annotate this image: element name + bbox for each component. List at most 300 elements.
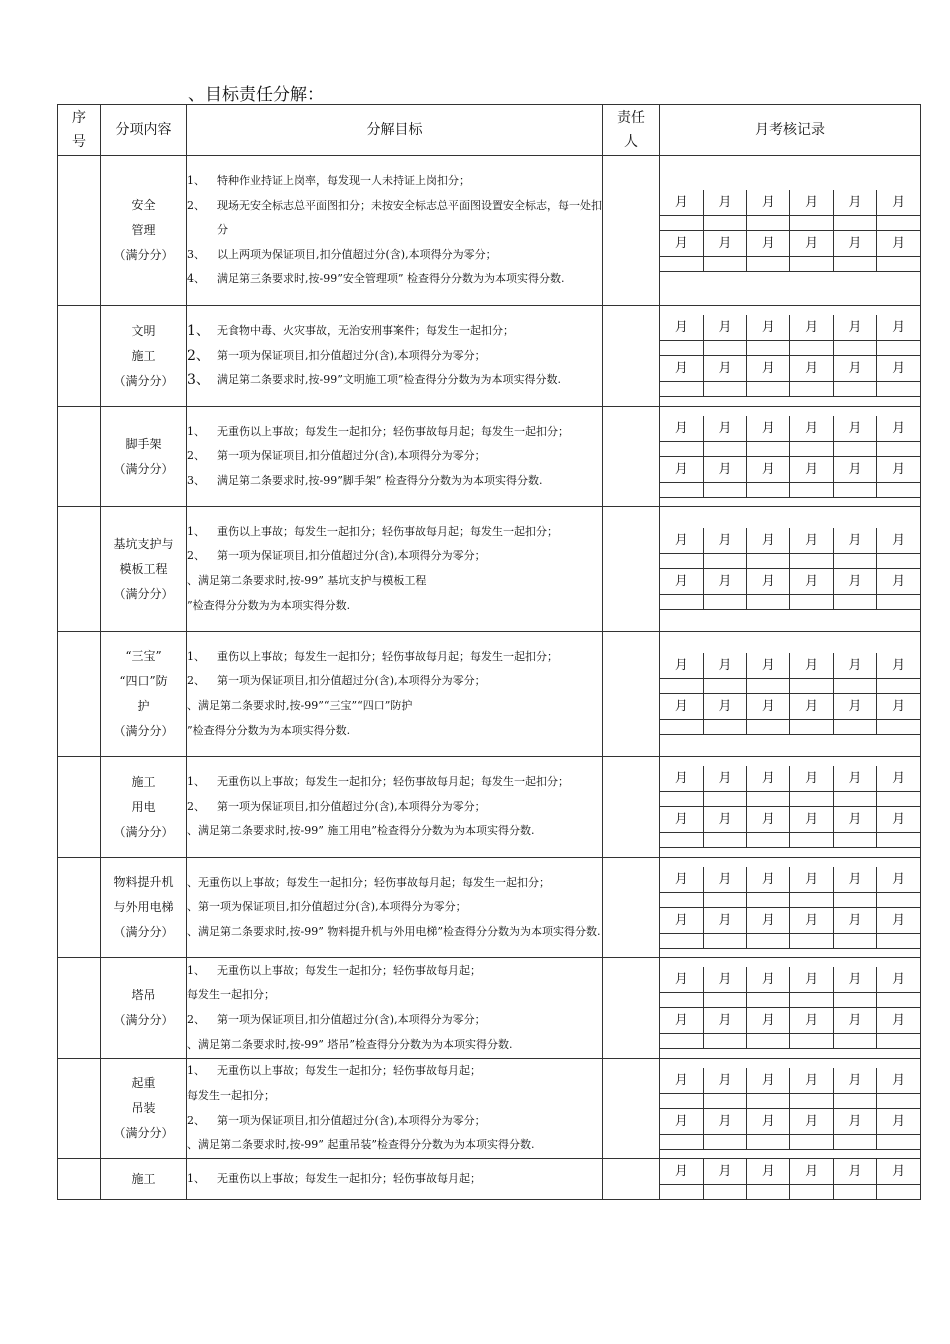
month-label: 月 <box>703 967 746 993</box>
month-label: 月 <box>747 766 790 792</box>
goal-text: 、满足第二条要求时,按-99” 塔吊”检查得分分数为为本项实得分数. <box>187 1037 513 1051</box>
responsible-person-cell[interactable] <box>603 407 660 507</box>
goal-text: 、满足第二条要求时,按-99” 施工用电”检查得分分数为为本项实得分数. <box>187 824 535 838</box>
month-score-cell[interactable] <box>790 256 833 271</box>
goal-number: 1、 <box>187 649 205 663</box>
goal-item <box>187 645 602 670</box>
month-score-cell[interactable] <box>747 933 790 948</box>
month-score-cell[interactable] <box>790 993 833 1008</box>
responsible-person-cell[interactable] <box>603 1059 660 1159</box>
goal-number: 1、 <box>187 424 205 438</box>
goal-item <box>187 594 602 619</box>
table-header-row <box>58 105 921 156</box>
month-score-cell[interactable] <box>660 1134 703 1149</box>
month-score-cell[interactable] <box>747 1034 790 1049</box>
month-label: 月 <box>660 190 703 216</box>
month-score-cell[interactable] <box>660 1185 703 1200</box>
monthly-record-grid <box>660 1068 920 1150</box>
month-score-cell[interactable] <box>877 256 920 271</box>
month-label: 月 <box>747 967 790 993</box>
seq-cell <box>58 858 101 958</box>
goal-item <box>187 444 602 469</box>
month-score-cell[interactable] <box>747 1134 790 1149</box>
month-label: 月 <box>877 1159 920 1185</box>
goal-text: 无重伤以上事故；每发生一起扣分；轻伤事故每月起； <box>217 1171 481 1185</box>
month-label-row <box>660 190 920 216</box>
month-score-cell[interactable] <box>703 256 746 271</box>
month-score-cell[interactable] <box>790 720 833 735</box>
month-label: 月 <box>747 807 790 833</box>
month-score-cell[interactable] <box>747 1185 790 1200</box>
month-score-cell[interactable] <box>747 595 790 610</box>
goal-item <box>187 243 602 268</box>
month-label: 月 <box>877 456 920 482</box>
seq-cell <box>58 507 101 632</box>
month-score-cell[interactable] <box>747 679 790 694</box>
month-label: 月 <box>660 1159 703 1185</box>
goal-text: 每发生一起扣分； <box>187 1088 275 1102</box>
header-category: 分项内容 <box>101 105 187 156</box>
responsible-person-cell[interactable] <box>603 1159 660 1200</box>
month-label-row <box>660 230 920 256</box>
goal-item <box>187 719 602 744</box>
table-row <box>58 507 921 632</box>
table-row <box>58 156 921 306</box>
month-score-cell[interactable] <box>660 482 703 497</box>
goal-number: 1、 <box>187 1171 205 1185</box>
month-label: 月 <box>703 230 746 256</box>
month-label: 月 <box>877 867 920 893</box>
goal-text: 无重伤以上事故；每发生一起扣分；轻伤事故每月起； <box>217 1064 481 1078</box>
month-label-row <box>660 528 920 554</box>
month-label: 月 <box>790 569 833 595</box>
month-label: 月 <box>833 315 876 341</box>
month-score-cell[interactable] <box>877 341 920 356</box>
month-label: 月 <box>790 1108 833 1134</box>
category-cell: 施工 <box>101 1159 187 1200</box>
goal-item <box>187 983 602 1008</box>
month-score-cell[interactable] <box>747 833 790 848</box>
monthly-record-grid <box>660 653 920 735</box>
month-score-cell[interactable] <box>660 595 703 610</box>
month-score-cell[interactable] <box>833 482 876 497</box>
month-label: 月 <box>703 1008 746 1034</box>
month-score-cell[interactable] <box>790 792 833 807</box>
goal-number: 4、 <box>187 272 205 286</box>
goal-text: 、满足第二条要求时,按-99” 基坑支护与模板工程 <box>187 574 427 587</box>
goal-text: 满足第二条要求时,按-99”文明施工项”检查得分分数为为本项实得分数. <box>217 373 561 387</box>
month-score-cell[interactable] <box>833 933 876 948</box>
month-score-cell[interactable] <box>790 595 833 610</box>
month-score-cell[interactable] <box>747 892 790 907</box>
month-score-row <box>660 1185 920 1200</box>
goal-number: 1、 <box>187 1064 205 1078</box>
month-label: 月 <box>747 694 790 720</box>
seq-cell <box>58 632 101 757</box>
month-score-cell[interactable] <box>790 554 833 569</box>
month-label: 月 <box>660 907 703 933</box>
month-score-cell[interactable] <box>660 1034 703 1049</box>
month-label: 月 <box>703 569 746 595</box>
month-score-cell[interactable] <box>877 595 920 610</box>
month-score-cell[interactable] <box>703 215 746 230</box>
month-label-row <box>660 1108 920 1134</box>
goal-text: 每发生一起扣分； <box>187 988 275 1002</box>
goal-item <box>187 544 602 569</box>
month-score-cell[interactable] <box>833 554 876 569</box>
month-score-cell[interactable] <box>877 1185 920 1200</box>
responsible-person-cell[interactable] <box>603 858 660 958</box>
month-label: 月 <box>790 315 833 341</box>
month-score-cell[interactable] <box>660 215 703 230</box>
month-score-cell[interactable] <box>747 720 790 735</box>
month-label: 月 <box>877 416 920 442</box>
month-score-cell[interactable] <box>790 441 833 456</box>
month-score-cell[interactable] <box>747 993 790 1008</box>
month-score-cell[interactable] <box>833 595 876 610</box>
month-score-cell[interactable] <box>790 933 833 948</box>
goals-cell <box>187 958 603 1059</box>
month-score-cell[interactable] <box>660 554 703 569</box>
monthly-record-cell <box>660 306 921 407</box>
month-label: 月 <box>660 694 703 720</box>
month-label: 月 <box>703 807 746 833</box>
month-label: 月 <box>790 1068 833 1094</box>
month-label: 月 <box>790 867 833 893</box>
goal-item <box>187 1084 602 1109</box>
month-score-cell[interactable] <box>833 1185 876 1200</box>
month-score-cell[interactable] <box>790 1185 833 1200</box>
monthly-record-grid <box>660 315 920 397</box>
month-score-cell[interactable] <box>747 382 790 397</box>
month-score-cell[interactable] <box>877 554 920 569</box>
month-score-cell[interactable] <box>747 482 790 497</box>
responsible-person-cell[interactable] <box>603 757 660 858</box>
month-score-cell[interactable] <box>877 382 920 397</box>
goals-cell <box>187 1059 603 1159</box>
month-score-cell[interactable] <box>877 892 920 907</box>
month-label: 月 <box>747 528 790 554</box>
monthly-record-cell <box>660 958 921 1059</box>
responsible-person-cell[interactable] <box>603 507 660 632</box>
month-label: 月 <box>877 766 920 792</box>
month-label: 月 <box>703 867 746 893</box>
month-score-cell[interactable] <box>747 1093 790 1108</box>
month-score-cell[interactable] <box>703 720 746 735</box>
table-row <box>58 407 921 507</box>
goal-text: 无重伤以上事故；每发生一起扣分；轻伤事故每月起；每发生一起扣分； <box>217 424 569 438</box>
table-row <box>58 632 921 757</box>
month-label: 月 <box>833 416 876 442</box>
month-label-row <box>660 356 920 382</box>
table-row <box>58 757 921 858</box>
month-label: 月 <box>877 315 920 341</box>
goal-number: 2、 <box>187 549 205 563</box>
month-label: 月 <box>747 907 790 933</box>
goal-text: 第一项为保证项目,扣分值超过分(含),本项得分为零分； <box>217 674 486 688</box>
goal-number: 2、 <box>187 1113 205 1127</box>
month-score-cell[interactable] <box>877 679 920 694</box>
month-score-cell[interactable] <box>877 1093 920 1108</box>
month-label: 月 <box>833 653 876 679</box>
month-label-row <box>660 694 920 720</box>
month-label: 月 <box>877 230 920 256</box>
header-record: 月考核记录 <box>660 105 921 156</box>
month-score-cell[interactable] <box>703 993 746 1008</box>
month-label-row <box>660 653 920 679</box>
month-score-cell[interactable] <box>790 679 833 694</box>
month-score-cell[interactable] <box>747 554 790 569</box>
month-label: 月 <box>790 1008 833 1034</box>
goal-item <box>187 520 602 545</box>
table-row <box>58 858 921 958</box>
seq-cell <box>58 958 101 1059</box>
goal-number: 2、 <box>187 198 205 212</box>
month-score-cell[interactable] <box>877 1134 920 1149</box>
goal-text: 第一项为保证项目,扣分值超过分(含),本项得分为零分； <box>217 549 486 563</box>
goal-item <box>187 770 602 795</box>
month-score-row <box>660 833 920 848</box>
month-score-cell[interactable] <box>660 933 703 948</box>
month-label: 月 <box>877 907 920 933</box>
goal-text: 、满足第二条要求时,按-99” 起重吊装”检查得分分数为为本项实得分数. <box>187 1138 535 1152</box>
seq-cell <box>58 1059 101 1159</box>
category-cell: 基坑支护与 模板工程 （满分分） <box>101 507 187 632</box>
month-label: 月 <box>833 766 876 792</box>
month-score-cell[interactable] <box>703 482 746 497</box>
month-score-cell[interactable] <box>703 382 746 397</box>
month-score-cell[interactable] <box>660 382 703 397</box>
month-label: 月 <box>703 1159 746 1185</box>
month-score-cell[interactable] <box>703 595 746 610</box>
table-row <box>58 1059 921 1159</box>
month-label: 月 <box>790 528 833 554</box>
month-label: 月 <box>833 356 876 382</box>
month-label: 月 <box>790 907 833 933</box>
month-score-cell[interactable] <box>790 215 833 230</box>
month-label: 月 <box>833 1068 876 1094</box>
month-label: 月 <box>833 569 876 595</box>
monthly-record-cell <box>660 632 921 757</box>
month-score-cell[interactable] <box>790 482 833 497</box>
month-score-cell[interactable] <box>660 256 703 271</box>
seq-cell <box>58 306 101 407</box>
month-score-cell[interactable] <box>703 833 746 848</box>
month-label: 月 <box>660 230 703 256</box>
goal-item <box>187 344 602 369</box>
month-label: 月 <box>660 569 703 595</box>
document-title: 、目标责任分解： <box>188 85 324 105</box>
month-label: 月 <box>660 867 703 893</box>
month-score-cell[interactable] <box>833 792 876 807</box>
goal-text: ”检查得分分数为为本项实得分数. <box>187 598 351 612</box>
monthly-record-grid <box>660 190 920 272</box>
month-score-cell[interactable] <box>833 720 876 735</box>
responsible-person-cell[interactable] <box>603 156 660 306</box>
monthly-record-cell <box>660 1059 921 1159</box>
month-score-cell[interactable] <box>703 1034 746 1049</box>
goal-number: 3、 <box>187 473 205 487</box>
month-score-cell[interactable] <box>833 679 876 694</box>
month-label: 月 <box>833 907 876 933</box>
month-score-cell[interactable] <box>833 1093 876 1108</box>
goal-number: 2、 <box>187 449 205 463</box>
goal-number: 2、 <box>187 347 210 364</box>
month-score-cell[interactable] <box>833 215 876 230</box>
goal-number: 1、 <box>187 174 205 188</box>
month-score-cell[interactable] <box>877 1034 920 1049</box>
goal-item <box>187 795 602 820</box>
month-score-cell[interactable] <box>833 256 876 271</box>
month-score-cell[interactable] <box>833 833 876 848</box>
month-score-cell[interactable] <box>790 341 833 356</box>
month-score-row <box>660 554 920 569</box>
month-score-cell[interactable] <box>747 215 790 230</box>
month-score-cell[interactable] <box>747 341 790 356</box>
month-label: 月 <box>747 1159 790 1185</box>
month-score-cell[interactable] <box>833 1134 876 1149</box>
month-score-cell[interactable] <box>703 792 746 807</box>
month-score-cell[interactable] <box>833 993 876 1008</box>
month-label: 月 <box>877 528 920 554</box>
month-label: 月 <box>703 653 746 679</box>
month-score-cell[interactable] <box>833 892 876 907</box>
month-score-cell[interactable] <box>877 792 920 807</box>
month-score-cell[interactable] <box>790 833 833 848</box>
goal-item <box>187 1008 602 1033</box>
month-label: 月 <box>703 528 746 554</box>
month-score-cell[interactable] <box>877 993 920 1008</box>
month-score-cell[interactable] <box>877 482 920 497</box>
month-label: 月 <box>747 356 790 382</box>
month-score-cell[interactable] <box>747 441 790 456</box>
goal-item <box>187 267 602 292</box>
month-score-cell[interactable] <box>833 382 876 397</box>
goal-text: 重伤以上事故；每发生一起扣分；轻伤事故每月起；每发生一起扣分； <box>217 649 558 663</box>
month-label: 月 <box>833 1159 876 1185</box>
responsible-person-cell[interactable] <box>603 306 660 407</box>
month-label-row <box>660 1159 920 1185</box>
month-score-row <box>660 933 920 948</box>
responsible-person-cell[interactable] <box>603 632 660 757</box>
month-label: 月 <box>747 230 790 256</box>
month-score-cell[interactable] <box>660 892 703 907</box>
month-score-cell[interactable] <box>703 679 746 694</box>
month-score-cell[interactable] <box>747 792 790 807</box>
month-score-cell[interactable] <box>660 679 703 694</box>
month-score-cell[interactable] <box>703 1185 746 1200</box>
month-label: 月 <box>790 456 833 482</box>
month-label: 月 <box>747 190 790 216</box>
goal-number: 1、 <box>187 775 205 789</box>
month-score-cell[interactable] <box>877 720 920 735</box>
month-score-cell[interactable] <box>833 441 876 456</box>
month-score-cell[interactable] <box>660 792 703 807</box>
month-score-cell[interactable] <box>703 554 746 569</box>
month-score-row <box>660 441 920 456</box>
goal-text: 、满足第二条要求时,按-99”“三宝”“四口”防护 <box>187 699 413 712</box>
goal-text: 以上两项为保证项目,扣分值超过分(含),本项得分为零分； <box>217 247 497 261</box>
month-score-cell[interactable] <box>660 441 703 456</box>
month-label: 月 <box>660 807 703 833</box>
month-label: 月 <box>703 190 746 216</box>
month-score-cell[interactable] <box>703 933 746 948</box>
goal-item <box>187 959 602 984</box>
month-score-cell[interactable] <box>790 1034 833 1049</box>
goal-text: 无食物中毒、火灾事故，无治安刑事案件；每发生一起扣分； <box>217 324 514 338</box>
month-label: 月 <box>877 1068 920 1094</box>
month-score-cell[interactable] <box>877 833 920 848</box>
month-label: 月 <box>703 766 746 792</box>
month-score-cell[interactable] <box>703 1093 746 1108</box>
goal-number: 3、 <box>187 247 205 261</box>
header-seq: 序 号 <box>58 105 101 156</box>
month-score-cell[interactable] <box>747 256 790 271</box>
month-score-cell[interactable] <box>877 933 920 948</box>
month-score-cell[interactable] <box>660 341 703 356</box>
month-score-cell[interactable] <box>703 1134 746 1149</box>
month-score-row <box>660 1034 920 1049</box>
month-score-row <box>660 1093 920 1108</box>
month-label: 月 <box>660 967 703 993</box>
month-label: 月 <box>790 807 833 833</box>
monthly-record-grid <box>660 766 920 848</box>
goal-item <box>187 871 602 896</box>
month-score-cell[interactable] <box>790 1134 833 1149</box>
monthly-record-grid <box>660 867 920 949</box>
month-label: 月 <box>703 694 746 720</box>
month-label: 月 <box>790 653 833 679</box>
table-row <box>58 1159 921 1200</box>
month-score-cell[interactable] <box>703 341 746 356</box>
goals-cell <box>187 156 603 306</box>
goal-item <box>187 420 602 445</box>
month-score-cell[interactable] <box>790 382 833 397</box>
month-score-row <box>660 1134 920 1149</box>
month-label: 月 <box>660 1108 703 1134</box>
goal-item <box>187 1167 602 1192</box>
month-score-row <box>660 382 920 397</box>
month-score-cell[interactable] <box>833 341 876 356</box>
month-score-cell[interactable] <box>790 1093 833 1108</box>
month-score-cell[interactable] <box>660 993 703 1008</box>
month-score-cell[interactable] <box>877 215 920 230</box>
seq-cell <box>58 156 101 306</box>
month-label-row <box>660 967 920 993</box>
goal-text: 、无重伤以上事故；每发生一起扣分；轻伤事故每月起；每发生一起扣分； <box>187 875 550 889</box>
monthly-record-grid <box>660 1159 920 1199</box>
month-label: 月 <box>833 967 876 993</box>
month-score-row <box>660 720 920 735</box>
month-score-cell[interactable] <box>790 892 833 907</box>
month-score-cell[interactable] <box>833 1034 876 1049</box>
month-score-cell[interactable] <box>660 720 703 735</box>
goal-item <box>187 819 602 844</box>
month-score-cell[interactable] <box>703 892 746 907</box>
responsible-person-cell[interactable] <box>603 958 660 1059</box>
goal-item <box>187 569 602 594</box>
month-label: 月 <box>747 867 790 893</box>
month-score-cell[interactable] <box>703 441 746 456</box>
month-score-cell[interactable] <box>660 1093 703 1108</box>
month-score-cell[interactable] <box>877 441 920 456</box>
month-score-cell[interactable] <box>660 833 703 848</box>
month-label-row <box>660 315 920 341</box>
month-label: 月 <box>790 190 833 216</box>
month-label: 月 <box>790 416 833 442</box>
table-row <box>58 958 921 1059</box>
month-label-row <box>660 416 920 442</box>
